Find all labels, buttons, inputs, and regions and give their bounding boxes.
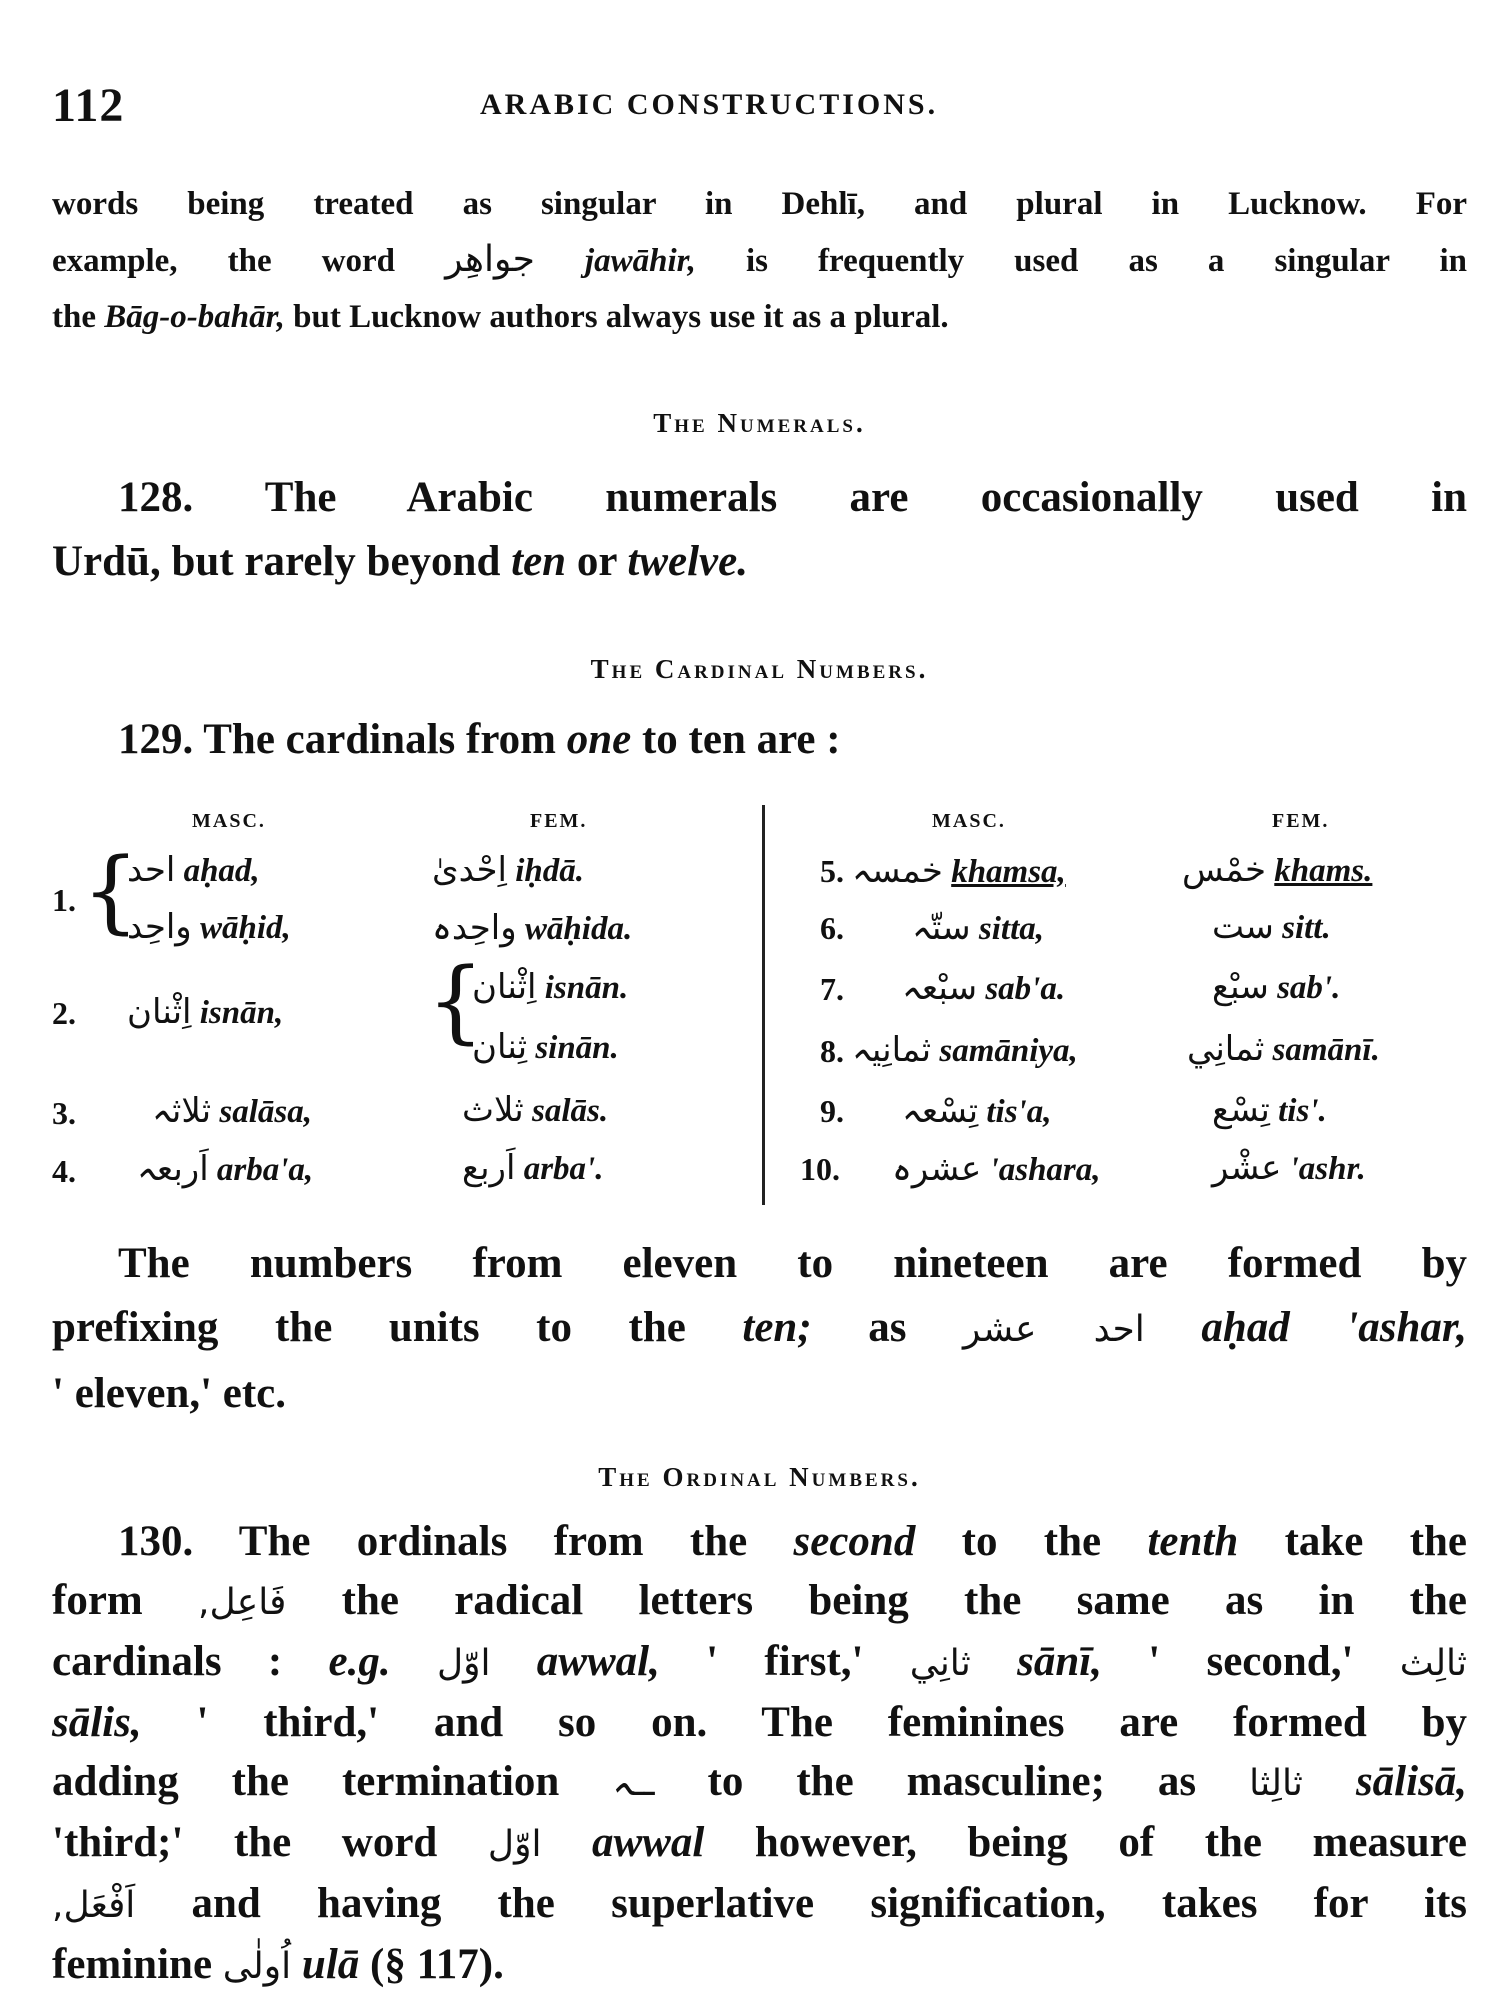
- heading-ordinal: The Ordinal Numbers.: [598, 1462, 921, 1492]
- fem-1b: واحِدہ wāḥida.: [432, 908, 633, 948]
- fem-6: ست sitt.: [1212, 907, 1331, 947]
- fem-4: اَربع arba'.: [462, 1148, 604, 1188]
- p130-line-3: cardinals : e.g. اوّل awwal, ' first,' ثانِي sānī, ' second,' ثالِث: [52, 1638, 1468, 1685]
- fem-10: عشْر 'ashr.: [1212, 1148, 1366, 1188]
- paragraph-eleven: [52, 1232, 1467, 1426]
- p130-line-4: sālis, ' third,' and so on. The feminines are formed by: [52, 1699, 1467, 1746]
- intro-line-2: example, the word جواهِر jawāhir, is frequently used as a singular in: [52, 239, 1467, 280]
- p130-line-8: feminine اُولٰی ulā (§ 117).: [52, 1941, 504, 1988]
- masc-3: ثلاثہ salāsa,: [152, 1091, 312, 1131]
- number-7: 7.: [820, 971, 844, 1007]
- masc-6: ستّہ sitta,: [912, 908, 1045, 948]
- paragraph-130: [52, 1512, 1467, 1996]
- p128-line-2: Urdū, but rarely beyond ten or twelve.: [52, 538, 748, 585]
- table-divider: [762, 805, 765, 1205]
- p130-line-2: form فَاعِل, the radical letters being the same as in the: [52, 1577, 1468, 1624]
- masc-1b: واحِد wāḥid,: [127, 907, 291, 947]
- p130-line-1: 130. The ordinals from the second to the tenth take the: [118, 1518, 1468, 1565]
- running-head: ARABIC CONSTRUCTIONS.: [480, 88, 939, 121]
- number-9: 9.: [820, 1093, 844, 1129]
- left-masc-header: MASC.: [192, 810, 266, 832]
- eleven-line-3: ' eleven,' etc.: [52, 1370, 287, 1417]
- fem-1a: اِحْدیٰ iḥdā.: [432, 850, 584, 890]
- number-3: 3.: [52, 1095, 76, 1131]
- p128-line-1: 128. The Arabic numerals are occasionally used in: [118, 474, 1467, 521]
- number-5: 5.: [820, 853, 844, 889]
- cardinal-numbers-table: [52, 795, 1492, 1205]
- page-number: 112: [52, 79, 125, 132]
- number-4: 4.: [52, 1153, 76, 1189]
- eleven-line-1: The numbers from eleven to nineteen are formed by: [118, 1240, 1467, 1287]
- masc-1a: احد aḥad,: [127, 850, 260, 890]
- number-1: 1.: [52, 882, 76, 918]
- paragraph-129: 129. The cardinals from one to ten are :: [118, 716, 841, 763]
- number-8: 8.: [820, 1033, 844, 1069]
- eleven-line-2: prefixing the units to the ten; as احد عشر aḥad 'ashar,: [52, 1304, 1467, 1351]
- left-fem-header: FEM.: [530, 810, 588, 832]
- masc-4: اَربعہ arba'a,: [137, 1149, 314, 1189]
- p130-line-5: adding the termination ــہ to the masculine; as ثالِثا sālisā,: [52, 1758, 1468, 1805]
- masc-2: اِثْنان isnān,: [127, 992, 284, 1032]
- brace-1: {: [82, 839, 140, 944]
- p130-line-7: اَفْعَل, and having the superlative signification, takes for its: [52, 1880, 1467, 1927]
- right-masc-header: MASC.: [932, 810, 1006, 832]
- paragraph-128: [52, 466, 1467, 594]
- number-2: 2.: [52, 995, 76, 1031]
- fem-8: ثمانِي samānī.: [1187, 1029, 1380, 1069]
- fem-9: تِسْع tis'.: [1212, 1090, 1327, 1130]
- fem-7: سبْع sab'.: [1212, 967, 1341, 1007]
- fem-2a: اِثْنان isnān.: [472, 967, 629, 1007]
- masc-7: سبْعہ sab'a.: [902, 968, 1066, 1008]
- right-fem-header: FEM.: [1272, 810, 1330, 832]
- intro-paragraph: [52, 176, 1467, 345]
- fem-2b: ثِنان sinān.: [472, 1027, 619, 1067]
- fem-3: ثلاث salās.: [462, 1090, 609, 1130]
- fem-5: خمْس khams.: [1182, 850, 1373, 890]
- masc-8: ثمانِیہ samāniya,: [852, 1030, 1078, 1070]
- masc-10: عشرہ 'ashara,: [892, 1149, 1101, 1189]
- page-header: [52, 78, 1467, 138]
- number-6: 6.: [820, 910, 844, 946]
- p130-line-6: 'third;' the word اوّل awwal however, being of the measure: [52, 1819, 1468, 1866]
- heading-numerals: The Numerals.: [653, 408, 866, 438]
- brace-2: {: [427, 949, 485, 1054]
- heading-cardinal: The Cardinal Numbers.: [590, 654, 929, 684]
- intro-line-1: words being treated as singular in Dehlī, and plural in Lucknow. For: [52, 186, 1467, 222]
- intro-line-3: the Bāg-o-bahār, but Lucknow authors always use it as a plural.: [52, 299, 949, 335]
- masc-9: تِسْعہ tis'a,: [902, 1091, 1052, 1131]
- number-10: 10.: [800, 1151, 840, 1187]
- masc-5: خمسہ khamsa,: [852, 851, 1066, 891]
